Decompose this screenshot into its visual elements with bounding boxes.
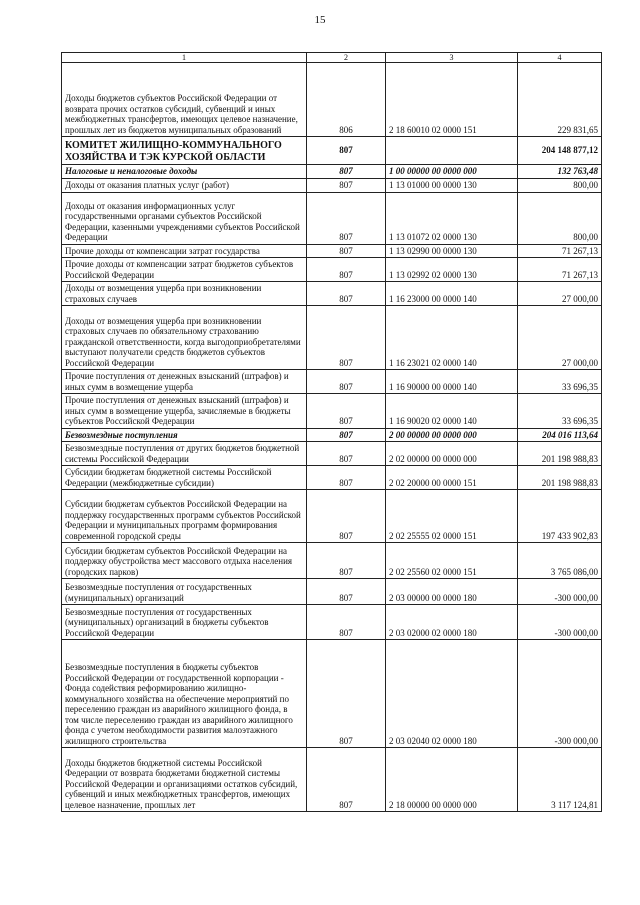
admin-code-cell: 807 xyxy=(307,244,386,258)
table-row xyxy=(62,579,602,605)
table-row xyxy=(62,748,602,812)
table-row xyxy=(62,258,602,282)
revenue-name-cell: Доходы от возмещения ущерба при возникновении страховых случаев xyxy=(62,282,307,306)
admin-code-cell: 807 xyxy=(307,748,386,812)
table-row xyxy=(62,165,602,179)
admin-code-cell: 807 xyxy=(307,640,386,748)
table-row xyxy=(62,63,602,137)
admin-code-cell: 807 xyxy=(307,490,386,543)
revenue-name-cell: Прочие поступления от денежных взысканий (штрафов) и иных сумм в возмещение ущерба xyxy=(62,370,307,394)
table-row xyxy=(62,137,602,165)
amount-cell: 197 433 902,83 xyxy=(518,490,602,543)
revenue-name-cell: Прочие доходы от компенсации затрат государства xyxy=(62,244,307,258)
admin-code-cell: 807 xyxy=(307,394,386,429)
revenue-name-cell: Безвозмездные поступления xyxy=(62,428,307,442)
amount-cell: -300 000,00 xyxy=(518,579,602,605)
budget-code-cell: 2 02 25555 02 0000 151 xyxy=(386,490,518,543)
revenue-name-cell: Доходы бюджетов субъектов Российской Федерации от возврата прочих остатков субсидий, субвенций и иных межбюджетных трансфертов, имеющих целевое назначение, прошлых лет из бюджетов муниципальных образований xyxy=(62,63,307,137)
table-row xyxy=(62,370,602,394)
amount-cell: 204 148 877,12 xyxy=(518,137,602,165)
budget-code-cell: 1 13 01000 00 0000 130 xyxy=(386,178,518,192)
budget-code-cell: 1 13 02992 02 0000 130 xyxy=(386,258,518,282)
table-row xyxy=(62,543,602,579)
amount-cell: 27 000,00 xyxy=(518,282,602,306)
revenue-name-cell: Безвозмездные поступления от государственных (муниципальных) организаций в бюджеты субъектов Российской Федерации xyxy=(62,605,307,640)
table-header-row xyxy=(62,53,602,63)
amount-cell: 132 763,48 xyxy=(518,165,602,179)
revenue-name-cell: Безвозмездные поступления от государственных (муниципальных) организаций xyxy=(62,579,307,605)
admin-code-cell: 807 xyxy=(307,605,386,640)
budget-code-cell: 2 02 25560 02 0000 151 xyxy=(386,543,518,579)
budget-code-cell: 2 03 00000 00 0000 180 xyxy=(386,579,518,605)
amount-cell: 71 267,13 xyxy=(518,258,602,282)
table-row xyxy=(62,605,602,640)
budget-code-cell: 2 18 00000 00 0000 000 xyxy=(386,748,518,812)
column-header: 1 xyxy=(62,53,307,63)
revenue-name-cell: Доходы от возмещения ущерба при возникновении страховых случаев по обязательному страхованию гражданской ответственности, когда выгодоприобретателями выступают получатели средств бюджетов субъектов Российской Федерации xyxy=(62,306,307,370)
amount-cell: 27 000,00 xyxy=(518,306,602,370)
revenue-name-cell: Доходы от оказания информационных услуг государственными органами субъектов Российской Федерации, казенными учреждениями субъектов Российской Федерации xyxy=(62,192,307,244)
amount-cell: 71 267,13 xyxy=(518,244,602,258)
admin-code-cell: 807 xyxy=(307,370,386,394)
amount-cell: 800,00 xyxy=(518,192,602,244)
revenue-name-cell: Прочие доходы от компенсации затрат бюджетов субъектов Российской Федерации xyxy=(62,258,307,282)
amount-cell: 33 696,35 xyxy=(518,370,602,394)
revenue-table xyxy=(61,52,602,812)
budget-code-cell: 1 13 01072 02 0000 130 xyxy=(386,192,518,244)
revenue-name-cell: Безвозмездные поступления от других бюджетов бюджетной системы Российской Федерации xyxy=(62,442,307,466)
table-row xyxy=(62,306,602,370)
budget-code-cell: 1 16 90000 00 0000 140 xyxy=(386,370,518,394)
amount-cell: -300 000,00 xyxy=(518,605,602,640)
table-row xyxy=(62,394,602,429)
budget-code-cell: 2 18 60010 02 0000 151 xyxy=(386,63,518,137)
budget-code-cell: 1 13 02990 00 0000 130 xyxy=(386,244,518,258)
admin-code-cell: 807 xyxy=(307,306,386,370)
table-row xyxy=(62,192,602,244)
revenue-name-cell: Субсидии бюджетам бюджетной системы Российской Федерации (межбюджетные субсидии) xyxy=(62,466,307,490)
budget-code-cell: 1 16 90020 02 0000 140 xyxy=(386,394,518,429)
amount-cell: 33 696,35 xyxy=(518,394,602,429)
table-row xyxy=(62,178,602,192)
budget-code-cell: 2 03 02000 02 0000 180 xyxy=(386,605,518,640)
revenue-name-cell: Доходы бюджетов бюджетной системы Российской Федерации от возврата бюджетами бюджетной системы Российской Федерации и организациями остатков субсидий, субвенций и иных межбюджетных трансфертов, имеющих целевое назначение, прошлых лет xyxy=(62,748,307,812)
budget-code-cell: 2 00 00000 00 0000 000 xyxy=(386,428,518,442)
admin-code-cell: 806 xyxy=(307,63,386,137)
admin-code-cell: 807 xyxy=(307,178,386,192)
amount-cell: 229 831,65 xyxy=(518,63,602,137)
table-row xyxy=(62,466,602,490)
admin-code-cell: 807 xyxy=(307,428,386,442)
budget-code-cell: 1 16 23000 00 0000 140 xyxy=(386,282,518,306)
table-row xyxy=(62,428,602,442)
admin-code-cell: 807 xyxy=(307,466,386,490)
budget-code-cell xyxy=(386,137,518,165)
amount-cell: -300 000,00 xyxy=(518,640,602,748)
revenue-name-cell: Субсидии бюджетам субъектов Российской Федерации на поддержку обустройства мест массового отдыха населения (городских парков) xyxy=(62,543,307,579)
table-row xyxy=(62,442,602,466)
budget-code-cell: 1 16 23021 02 0000 140 xyxy=(386,306,518,370)
budget-code-cell: 2 02 00000 00 0000 000 xyxy=(386,442,518,466)
admin-code-cell: 807 xyxy=(307,543,386,579)
budget-code-cell: 2 03 02040 02 0000 180 xyxy=(386,640,518,748)
admin-code-cell: 807 xyxy=(307,192,386,244)
revenue-name-cell: КОМИТЕТ ЖИЛИЩНО-КОММУНАЛЬНОГО ХОЗЯЙСТВА И ТЭК КУРСКОЙ ОБЛАСТИ xyxy=(62,137,307,165)
table-row xyxy=(62,490,602,543)
admin-code-cell: 807 xyxy=(307,282,386,306)
amount-cell: 201 198 988,83 xyxy=(518,466,602,490)
table-row xyxy=(62,640,602,748)
amount-cell: 800,00 xyxy=(518,178,602,192)
column-header: 3 xyxy=(386,53,518,63)
revenue-name-cell: Прочие поступления от денежных взысканий (штрафов) и иных сумм в возмещение ущерба, зачисляемые в бюджеты субъектов Российской Федерации xyxy=(62,394,307,429)
admin-code-cell: 807 xyxy=(307,137,386,165)
budget-code-cell: 1 00 00000 00 0000 000 xyxy=(386,165,518,179)
amount-cell: 3 117 124,81 xyxy=(518,748,602,812)
admin-code-cell: 807 xyxy=(307,258,386,282)
table-row xyxy=(62,244,602,258)
revenue-name-cell: Доходы от оказания платных услуг (работ) xyxy=(62,178,307,192)
revenue-name-cell: Налоговые и неналоговые доходы xyxy=(62,165,307,179)
amount-cell: 201 198 988,83 xyxy=(518,442,602,466)
page-number: 15 xyxy=(314,14,326,26)
revenue-name-cell: Субсидии бюджетам субъектов Российской Федерации на поддержку государственных программ субъектов Российской Федерации и муниципальных программ формирования современной городской среды xyxy=(62,490,307,543)
revenue-name-cell: Безвозмездные поступления в бюджеты субъектов Российской Федерации от государственной корпорации - Фонда содействия реформированию жилищно-коммунального хозяйства на обеспечение мероприятий по переселению граждан из аварийного жилищного фонда, в том числе переселению граждан из аварийного жилищного фонда с учетом необходимости развития малоэтажного жилищного строительства xyxy=(62,640,307,748)
column-header: 4 xyxy=(518,53,602,63)
amount-cell: 3 765 086,00 xyxy=(518,543,602,579)
budget-code-cell: 2 02 20000 00 0000 151 xyxy=(386,466,518,490)
admin-code-cell: 807 xyxy=(307,442,386,466)
admin-code-cell: 807 xyxy=(307,579,386,605)
column-header: 2 xyxy=(307,53,386,63)
table-row xyxy=(62,282,602,306)
admin-code-cell: 807 xyxy=(307,165,386,179)
amount-cell: 204 016 113,64 xyxy=(518,428,602,442)
